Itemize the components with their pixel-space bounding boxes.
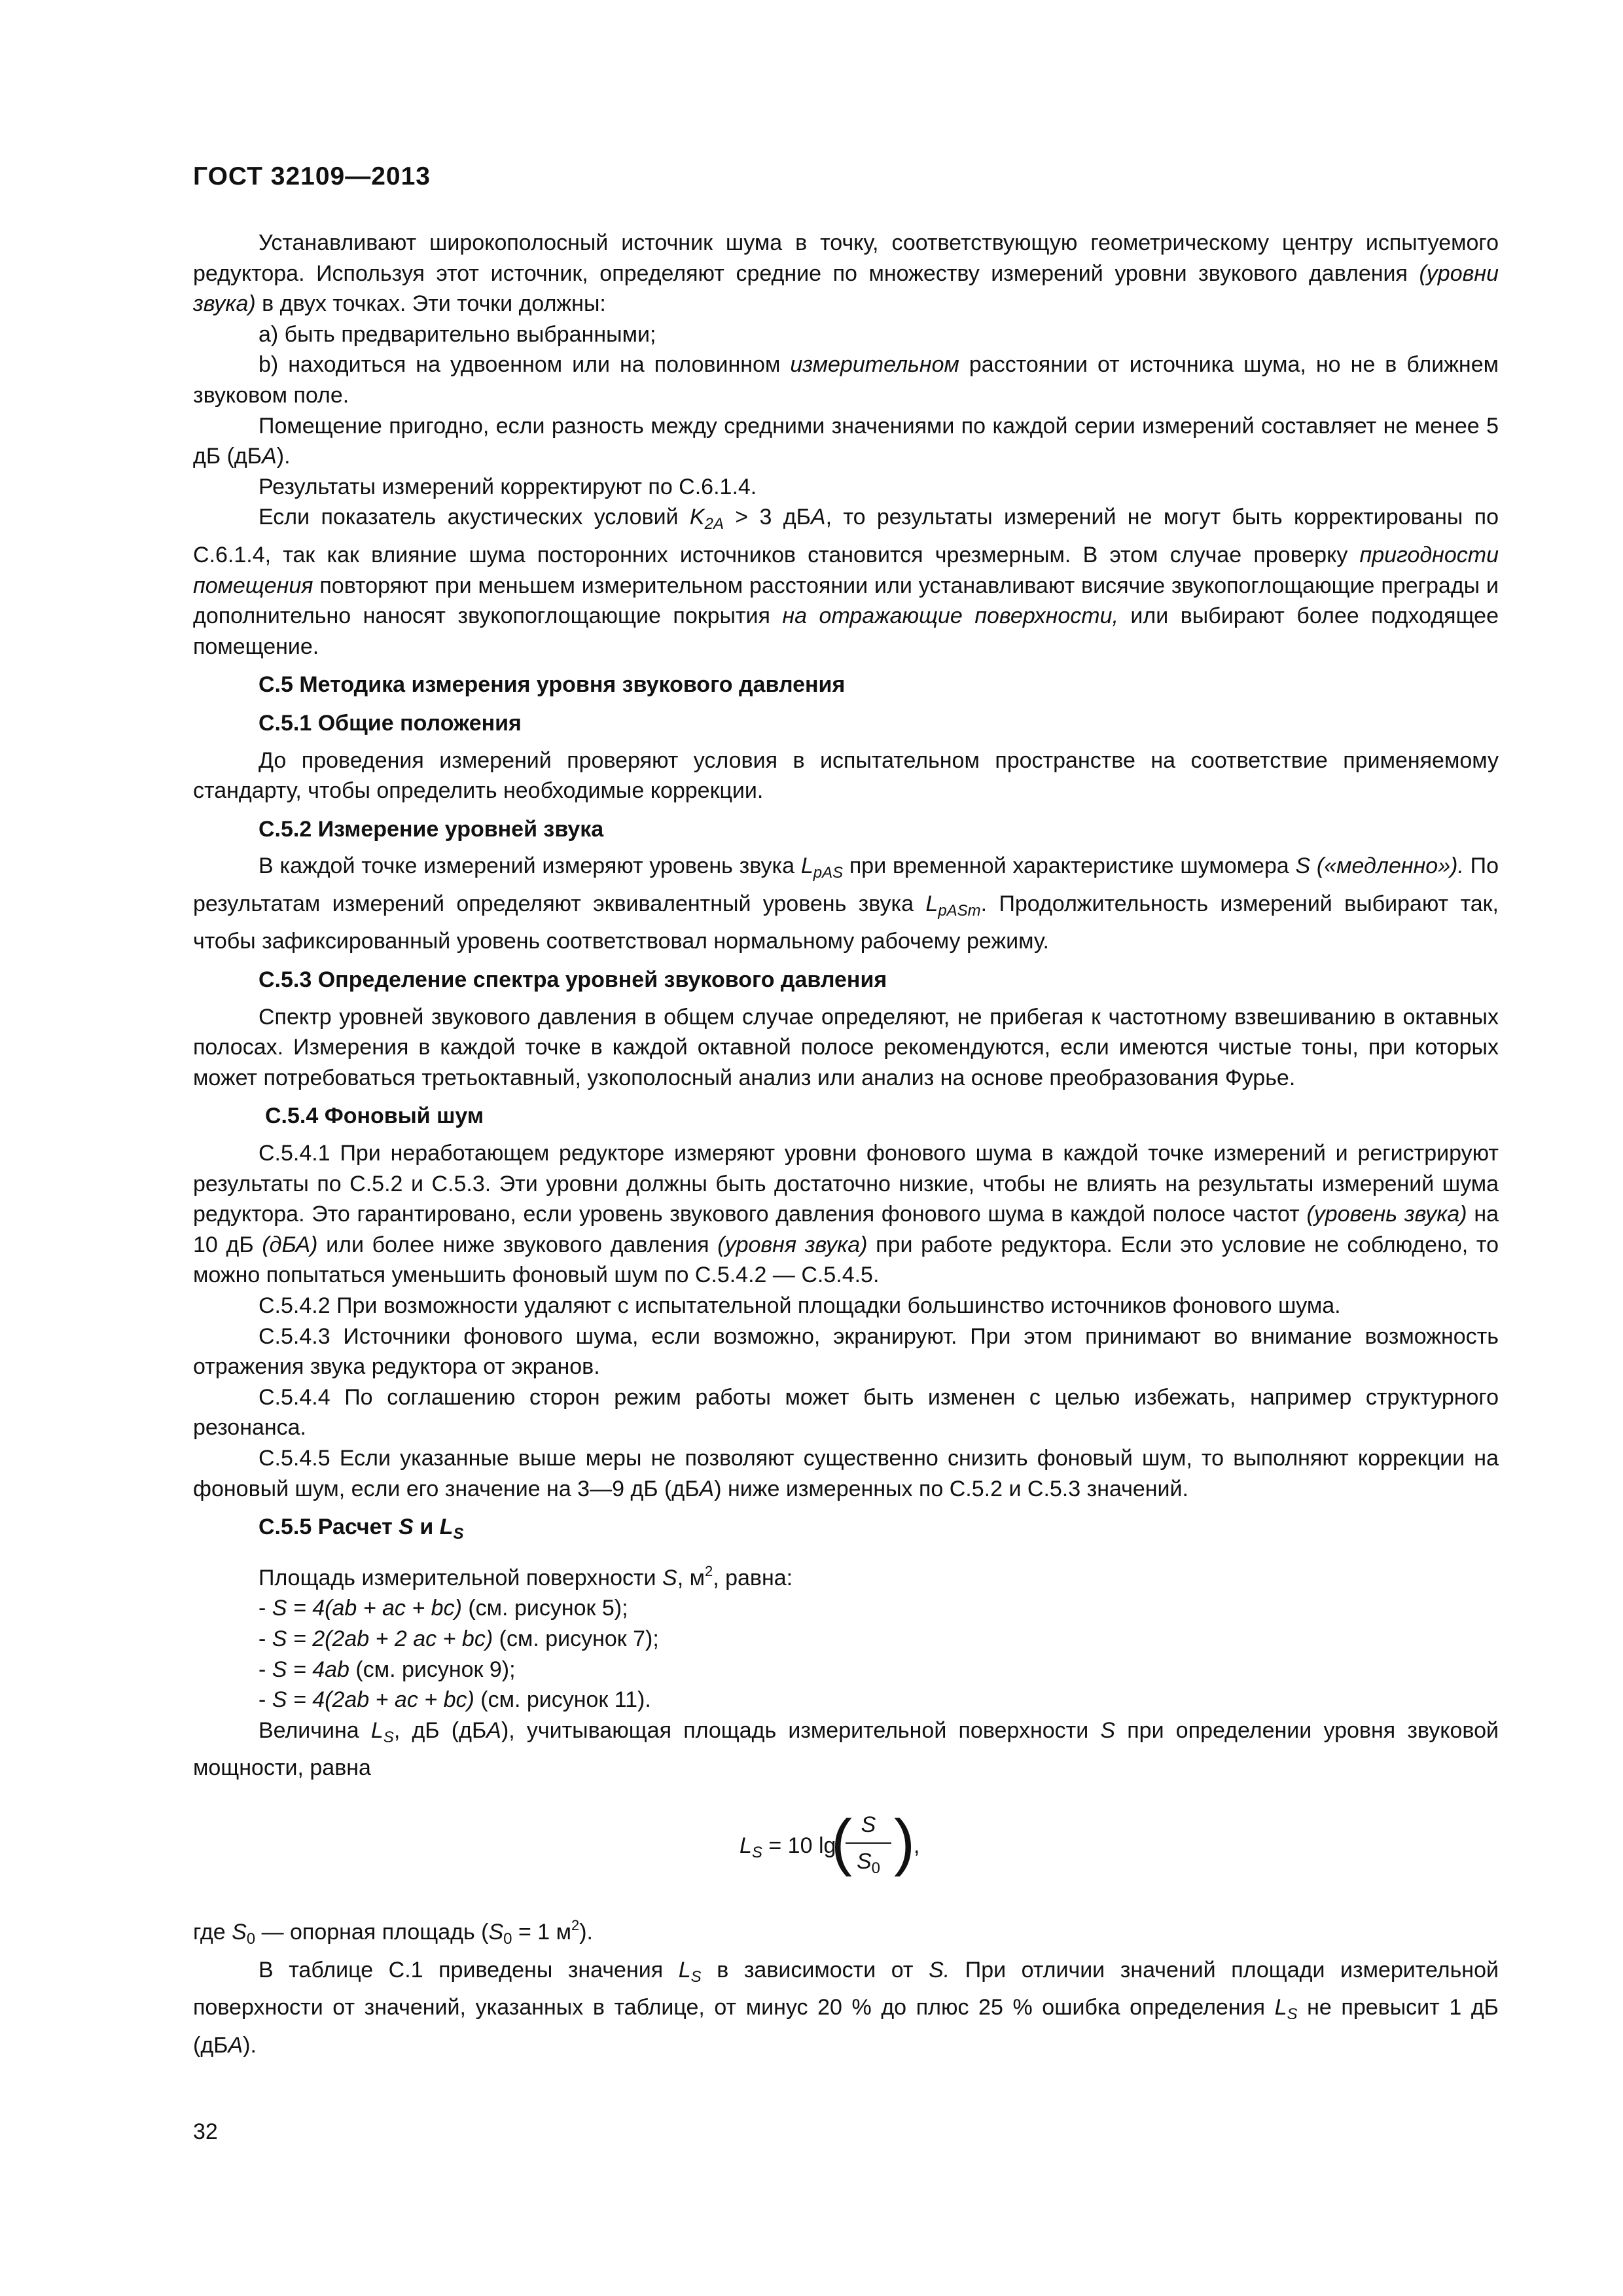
left-paren: ( [831,1806,852,1877]
paragraph: С.5.4.5 Если указанные выше меры не позволяют существенно снизить фоновый шум, то выполняют коррекции на фоновый шум, если его значение на 3—9 дБ (дБА) ниже измеренных по С.5.2 и С.5.3 значений. [193,1445,1499,1501]
section-heading: С.5.5 Расчет S и $L_S$ [259,1515,464,1543]
formula-item: - S = 4ab (см. рисунок 9); [259,1657,516,1682]
paragraph: где $S_0$ — опорная площадь ($S_0 = 1$ $м^2$). [193,1916,594,1948]
formula-item: - S = 4(ab + ac + bc) (см. рисунок 5); [259,1596,628,1621]
paragraph: Помещение пригодно, если разность между средними значениями по каждой серии измерений составляет не менее 5 дБ (дБА). [193,413,1499,469]
paragraph: С.5.4.3 Источники фонового шума, если возможно, экранируют. При этом принимают во внимание возможность отражения звука редуктора от экранов. [193,1323,1499,1380]
paragraph: Площадь измерительной поверхности S, $м^2$, равна: [259,1562,793,1590]
document-header: ГОСТ 32109—2013 [193,162,431,190]
paragraph: С.5.4.1 При неработающем редукторе измеряют уровни фонового шума в каждой точке измерений и регистрируют результаты по С.5.2 и С.5.3. Эти уровни должны быть достаточно низкие, чтобы не влиять на результаты измерений шума редуктора. Это гарантировано, если уровень звукового давления фонового шума в каждой полосе частот (уровень звука) на 10 дБ (дБА) или более ниже звукового давления (уровня звука) при работе редуктора. Если это условие не соблюдено, то можно попытаться уменьшить фоновый шум по С.5.4.2 — С.5.4.5. [193,1141,1499,1288]
paragraph: С.5.4.2 При возможности удаляют с испытательной площадки большинство источников фонового шума. [259,1293,1341,1318]
paragraph: В таблице С.1 приведены значения $L_S$ в зависимости от S. При отличии значений площади измерительной поверхности от значений, указанных в таблице, от минус 20 % до плюс 25 % ошибка определения $L_S$ не превысит 1 дБ (дБА). [193,1957,1499,2058]
paragraph: Устанавливают широкополосный источник шума в точку, соответствующую геометрическому центру испытуемого редуктора. Используя этот источник, определяют средние по множеству измерений уровни звукового давления (уровни звука) в двух точках. Эти точки должны: [193,230,1499,317]
paragraph: Результаты измерений корректируют по С.6.1.4. [259,474,757,499]
paragraph: До проведения измерений проверяют условия в испытательном пространстве на соответствие применяемому стандарту, чтобы определить необходимые коррекции. [193,747,1499,804]
list-item-a: a) быть предварительно выбранными; [259,321,656,347]
paragraph: С.5.4.4 По соглашению сторон режим работы может быть изменен с целью избежать, например структурного резонанса. [193,1384,1499,1441]
section-heading: С.5.4 Фоновый шум [265,1103,484,1129]
section-heading: С.5.1 Общие положения [259,710,522,736]
ls-formula: $L_S = 10$ lg ( S $S_0$ ) , [740,1806,920,1877]
paragraph: В каждой точке измерений измеряют уровень звука $L_{pAS}$ при временной характеристике шумомера S («медленно»). По результатам измерений определяют эквивалентный уровень звука $L_{pASm}$. Продолжительность измерений выбирают так, чтобы зафиксированный уровень соответствовал нормальному рабочему режиму. [193,853,1499,954]
section-heading: С.5 Методика измерения уровня звукового давления [259,672,846,698]
formula-item: - S = 4(2ab + ac + bc) (см. рисунок 11). [259,1687,651,1713]
paragraph: Если показатель акустических условий $K_{2A} > 3$ дБА, то результаты измерений не могут быть корректированы по С.6.1.4, так как влияние шума посторонних источников становится чрезмерным. В этом случае проверку пригодности помещения повторяют при меньшем измерительном расстоянии или устанавливают висячие звукопоглощающие преграды и дополнительно наносят звукопоглощающие покрытия на отражающие поверхности, или выбирают более подходящее помещение. [193,505,1499,659]
right-paren: ) [894,1806,915,1877]
section-heading: С.5.3 Определение спектра уровней звукового давления [259,967,887,993]
paragraph: Величина $L_S$, дБ (дБА), учитывающая площадь измерительной поверхности S при определении уровня звуковой мощности, равна [193,1717,1499,1781]
list-item-b: b) находиться на удвоенном или на половинном измерительном расстоянии от источника шума, но не в ближнем звуковом поле. [193,352,1499,408]
page-number: 32 [193,2119,218,2144]
fraction: S $S_0$ [846,1810,891,1876]
formula-item: - S = 2(2ab + 2 ac + bc) (см. рисунок 7); [259,1626,659,1651]
document-body [193,228,1499,2060]
paragraph: Спектр уровней звукового давления в общем случае определяют, не прибегая к частотному взвешиванию в октавных полосах. Измерения в каждой точке в каждой октавной полосе рекомендуются, если имеются чистые тоны, при которых может потребоваться третьоктавный, узкополосный анализ или анализ на основе преобразования Фурье. [193,1004,1499,1090]
section-heading: С.5.2 Измерение уровней звука [259,816,604,842]
